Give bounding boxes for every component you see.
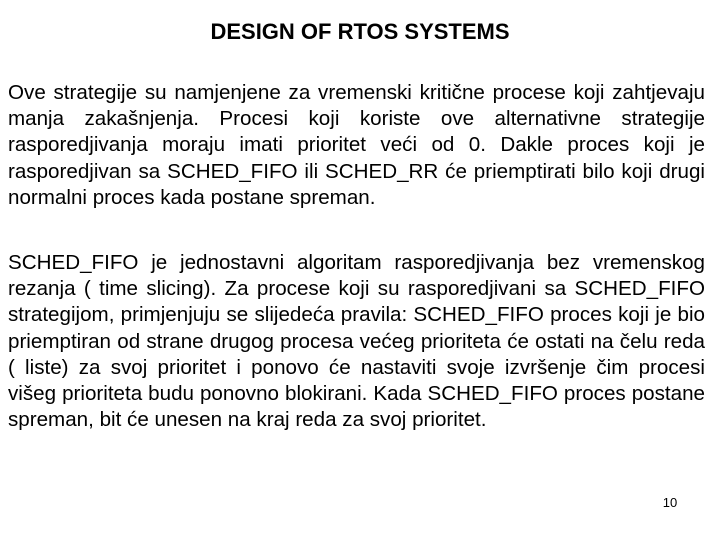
paragraph-strategies: Ove strategije su namjenjene za vremenski kritične procese koji zahtjevaju manja zakašnjenja. Procesi koji koriste ove alternativne strategije rasporedjivanja moraju imati prioritet veći od 0. Dakle proces koji je rasporedjivan sa SCHED_FIFO ili SCHED_RR će priemptirati bilo koji drugi normalni proces kada postane spreman. (8, 81, 705, 209)
page-number: 10 (662, 495, 678, 510)
slide-title: DESIGN OF RTOS SYSTEMS (210, 19, 510, 44)
paragraph-sched-fifo: SCHED_FIFO je jednostavni algoritam rasporedjivanja bez vremenskog rezanja ( time slicing). Za procese koji su rasporedjivani sa SCHED_FIFO strategijom, primjenjuju se slijedeća pravila: SCHED_FIFO proces koji je bio priemptiran od strane drugog procesa većeg prioriteta će ostati na čelu reda ( liste) za svoj prioritet i ponovo će nastaviti svoje izvršenje čim procesi višeg prioriteta budu ponovno blokirani. Kada SCHED_FIFO proces postane spreman, bit će unesen na kraj reda za svoj prioritet. (8, 251, 705, 432)
